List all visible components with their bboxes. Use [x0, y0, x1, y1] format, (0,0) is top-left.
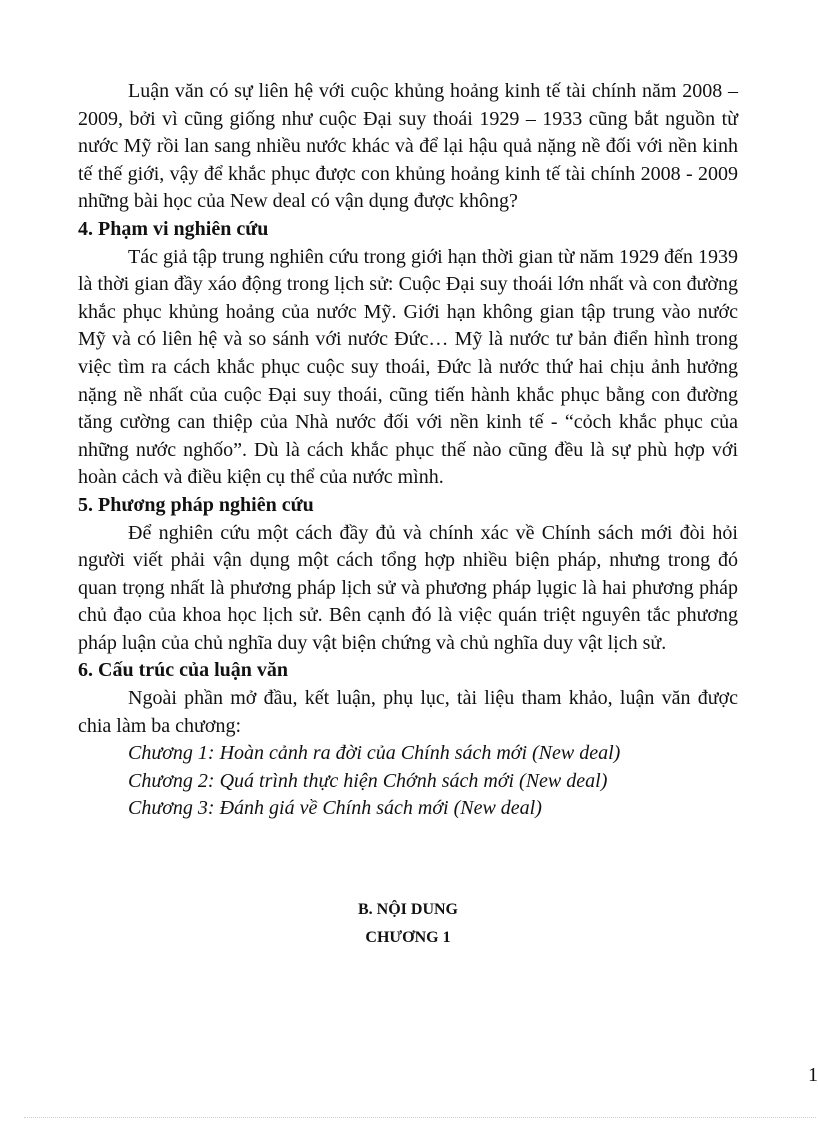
intro-paragraph: Luận văn có sự liên hệ với cuộc khủng hoảng kinh tế tài chính năm 2008 – 2009, bởi vì cũng giống như cuộc Đại suy thoái 1929 – 1933 cũng bắt nguồn từ nước Mỹ rồi lan sang nhiều nước khác và để lại hậu quả nặng nề đối với nền kinh tế thế giới, vậy để khắc phục được con khủng hoảng kinh tế tài chính 2008 - 2009 những bài học của New deal có vận dụng được không? — [78, 80, 738, 213]
content-heading — [78, 896, 738, 952]
structure-paragraph: Ngoài phần mở đầu, kết luận, phụ lục, tài liệu tham khảo, luận văn được chia làm ba chương: — [78, 687, 738, 737]
section-heading-scope: 4. Phạm vi nghiên cứu — [78, 217, 269, 240]
method-paragraph: Để nghiên cứu một cách đầy đủ và chính xác về Chính sách mới đòi hỏi người viết phải vận dụng một cách tổng hợp nhiều biện pháp, nhưng trong đó quan trọng nhất là phương pháp lịch sử và phương pháp lụgic là hai phương pháp chủ đạo của khoa học lịch sử. Bên cạnh đó là việc quán triệt nguyên tắc phương pháp luận của chủ nghĩa duy vật biện chứng và chủ nghĩa duy vật lịch sử. — [78, 521, 738, 654]
part-title: B. NỘI DUNG — [357, 901, 458, 918]
scope-paragraph: Tác giả tập trung nghiên cứu trong giới hạn thời gian từ năm 1929 đến 1939 là thời gian đầy xáo động trong lịch sử: Cuộc Đại suy thoái lớn nhất và con đường khắc phục khủng hoảng của nước Mỹ. Giới hạn không gian tập trung vào nước Mỹ và có liên hệ và so sánh với nước Đức… Mỹ là nước tư bản điển hình trong việc tìm ra cách khắc phục cuộc suy thoái, Đức là nước thứ hai chịu ảnh hưởng nặng nề nhất của cuộc Đại suy thoái, cũng tiến hành khắc phục bằng con đường tăng cường can thiệp của Nhà nước đối với nền kinh tế - “cỏch khắc phục của những nước nghốo”. Dù là cách khắc phục thế nào cũng đều là sự phù hợp với hoàn cảch và điều kiện cụ thể của nước mình. — [78, 245, 738, 489]
page-number: 1 — [808, 1064, 818, 1086]
chapter-item: Chương 3: Đánh giá về Chính sách mới (New deal) — [128, 797, 542, 820]
chapter-list — [78, 740, 738, 823]
chapter-title: CHƯƠNG 1 — [365, 929, 451, 946]
section-heading-method: 5. Phương pháp nghiên cứu — [78, 493, 314, 516]
page-bottom-rule — [24, 1117, 816, 1118]
chapter-item: Chương 1: Hoàn cảnh ra đời của Chính sách mới (New deal) — [128, 742, 621, 765]
document-page — [78, 78, 738, 823]
chapter-item: Chương 2: Quá trình thực hiện Chớnh sách mới (New deal) — [128, 769, 608, 792]
section-heading-structure: 6. Cấu trúc của luận văn — [78, 659, 289, 682]
